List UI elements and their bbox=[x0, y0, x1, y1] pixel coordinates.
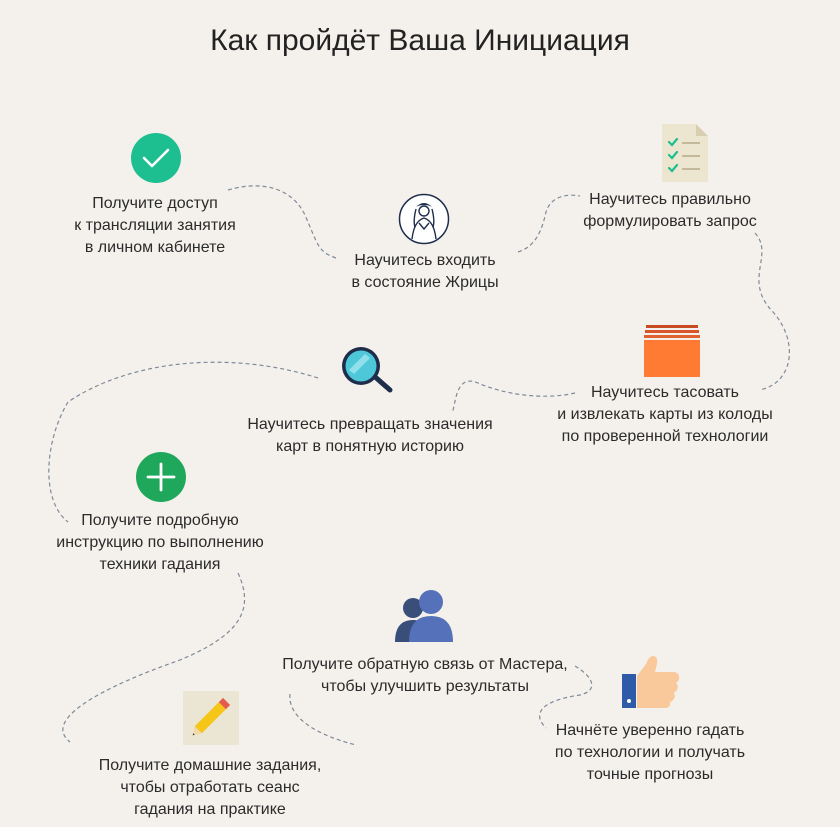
connector-3-4 bbox=[755, 233, 789, 390]
check-circle-icon bbox=[131, 133, 181, 183]
page-title: Как пройдёт Ваша Инициация bbox=[210, 24, 630, 57]
pencil-icon bbox=[183, 687, 239, 745]
step-2-text: Научитесь входить в состояние Жрицы bbox=[351, 252, 499, 291]
connector-7-8 bbox=[290, 694, 356, 745]
card-deck-icon bbox=[644, 325, 700, 377]
step-8-text: Получите домашние задания, чтобы отработать сеанс гадания на практике bbox=[98, 757, 322, 818]
users-icon bbox=[395, 588, 455, 642]
magnifier-icon bbox=[340, 346, 394, 394]
priestess-icon bbox=[398, 193, 450, 245]
step-1-text: Получите доступ к трансляции занятия в личном кабинете bbox=[74, 195, 236, 256]
checklist-document-icon bbox=[662, 124, 708, 182]
thumbs-up-icon bbox=[622, 652, 680, 710]
step-4-text: Научитесь тасовать и извлекать карты из колоды по проверенной технологии bbox=[557, 384, 773, 445]
step-9-text: Начнёте уверенно гадать по технологии и получать точные прогнозы bbox=[554, 722, 746, 783]
plus-circle-icon bbox=[136, 452, 186, 502]
step-5-text: Научитесь превращать значения карт в понятную историю bbox=[247, 416, 493, 455]
step-7-text: Получите обратную связь от Мастера, чтобы улучшить результаты bbox=[282, 656, 568, 695]
step-6-text: Получите подробную инструкцию по выполнению техники гадания bbox=[56, 512, 264, 573]
step-3-text: Научитесь правильно формулировать запрос bbox=[583, 191, 757, 230]
